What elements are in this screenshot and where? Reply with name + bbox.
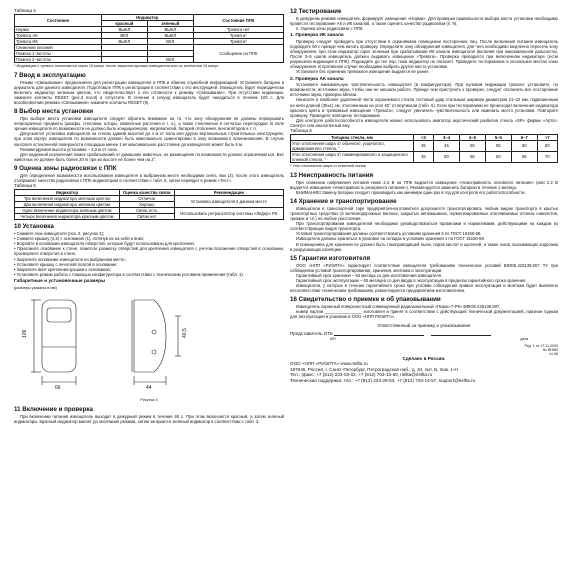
section-8-text-3: Рекомендуемая высота установки – 2,3 м от пола.	[20, 146, 118, 152]
signature-captions	[290, 337, 558, 341]
date-label: дата	[520, 336, 528, 341]
section-10-line: • Закрепите винт крепления крышки к основанию;	[14, 266, 111, 272]
table6-note: * Угол отклонения шара от отвесной линии	[290, 163, 366, 168]
right-column	[290, 8, 558, 384]
stamp-label: МП	[330, 336, 336, 341]
section-14-text-1: Извещатели в транспортной таре предприятия-изготовителя допускается транспортировать любым видом транспорта в крытых транспортных средствах (в железнодорожных вагонах, закрытых автомашинах, герметизированных отапливаемых отсеках самолетов, трюмах и т.п.) на любые расстояния.	[290, 205, 558, 222]
made-in: Сделано в России.	[402, 355, 446, 361]
table4-caption: Таблица 4	[14, 8, 36, 13]
section-16-text-1: Извещатель охранный поверхностный совмещенный радиоканальный «Пирон-7-РК» БФЮК.425138.007,	[296, 304, 501, 310]
table-row: Помеха 2 частоты ВКЛ	[15, 57, 284, 63]
table-row: Два включения индикатора зеленым цветом Хорошо	[15, 202, 284, 208]
section-10-line: • Вскройте в основании извещателя отверстия, которые будут использованы для крепления;	[14, 241, 195, 247]
table6-caption: Таблица 6	[290, 127, 312, 133]
dim-depth: 44	[146, 385, 152, 392]
section-16-text-2: номер партии ________________ изготовлен и принят в соответствии с действующей технической документацией, признан годным для эксплуатации и упакован в ООО «НПП РИЭЛТА».	[290, 309, 558, 320]
section-9-text: Для определения возможности использования извещателя в выбранном месте необходимо снять люк (2), после этого извещатель отображает качество радиосвязи с ППК индикатором в соответствии с табл. 5, затем перейдет в режим «Тест».	[14, 172, 284, 183]
section-10-line: • Приложите основание к стене, пометьте разметку отверстий для крепления извещателя с учетом положения отверстий в основании, просверлите отверстия в стене;	[14, 246, 284, 257]
section-8-text-2: Допускается установка извещателя на стенах зданий высотой до 4 м от пола или других вертикальных строительных конструкциях, при этом корпус извещателя по возможности должен быть максимально ориентирован в зону возможного проникновения. В случае контроля остекленной поверхности площадью менее 1 м² максимальное расстояние до извещателя может быть 6 м.	[14, 131, 284, 147]
dim-hole-spacing: 40,5	[182, 328, 188, 339]
dim-width: 66	[55, 385, 61, 392]
dim-height: 109	[22, 329, 28, 339]
table4-note: * Индикация о тревоге отключается через 15 минут после закрытия крышки извещателя или по истечении 15 минут.	[14, 64, 220, 68]
section-16-title: 16 Свидетельство о приемке и об упаковывании	[290, 296, 441, 304]
section-15-text-3: Гарантийный срок эксплуатации – 60 месяцев со дня ввода в эксплуатацию в пределах гарантийного срока хранения.	[296, 277, 527, 283]
company-name: ООО «НПП «РИЭЛТА» www.riellta.ru	[290, 361, 368, 367]
table-row: Четыре включения индикатора красным цветом Связи нет	[15, 214, 284, 220]
section-13-title: 13 Неисправность питания	[290, 171, 374, 179]
table-row: Угол отклонения шара от ламинированного и защищенного пленкой стекла, ° 45 50 55 60 65 70	[291, 151, 558, 162]
section-8-title: 8 Выбор места установки	[14, 108, 94, 116]
section-15-title: 15 Гарантии изготовителя	[290, 254, 371, 262]
section-12-text-3: Проверку следует проводить при отсутствии в охраняемом помещении посторонних лиц. После включения питания извещатель подождите 60 с прежде чем начать проверку. Определите зону обнаружения извещателя, для чего необходимо медленно пересечь зону обнаружения, при этом индикатор горит зеленым при срабатывании ИК канала извещателя (включив при максимальной дальности). После 3–5 шагов извещатель должен выдавать извещение «Тревога». Проверка проводится при включенном индикаторе (если разрешена индикация в ППК). Подождите до тех пор, пока индикатор не погаснет. Проведите тестирование в нескольких местах зоны обнаружения. В противном случае необходимо выбрать другое место установки.	[290, 38, 558, 70]
table-row: Тревога АК ВКЛ ВЫКЛ Тревога*	[15, 33, 284, 39]
company-address: 197046, Россия, г. Санкт-Петербург, Петроградская наб., д. 34, лит. Б, пом. 1-Н	[290, 366, 458, 372]
section-10-line: • Установите крышку с печатной платой в основание;	[14, 261, 118, 267]
section-12-text-5: Установите минимальную чувствительность извещателя (в конфигураторе). При нулевом индикации тревоги: установите, по возможности, источники звука, чтобы они не мешали работе. Прежде чем приступить к проверке, следует отключить все посторонние источники звука, проверка вблизи.	[290, 82, 558, 98]
section-11-text: При включении питания извещатель выходит в дежурный режим в течение 60 с. При этом включается красный, а затем зеленый индикаторы. Красный индикатор мигает до окончания режима, затем загорается зеленый индикатор в соответствии с табл. 3.	[14, 413, 284, 424]
table4	[14, 14, 284, 63]
section-11-title: 11 Включение и проверка	[14, 405, 93, 413]
table5-caption: Таблица 5	[14, 183, 36, 189]
section-13-text-2: ВНИМАНИЕ! Замену батареи следует производить как минимум один раз в год для контроля его работоспособности.	[296, 189, 526, 195]
table5: Индикатор Оценка качества связи Рекомендации Три включения индикатора зеленым цветом Отлично Установка извещателя в данном месте Два включения индикатора зеленым цветом Хорошо Одно включение индикатора зеленым цветом Связь есть Использовать ретранслятор системы «Лидер» PK Четыре включения индикатора красным цветом Связи нет	[14, 189, 284, 220]
section-14-title: 14 Хранение и транспортирование	[290, 197, 397, 205]
section-14-text-2: При транспортировании извещателей необходимо руководствоваться правилами и нормативами, действующими на каждом из соответствующих видов транспорта.	[290, 221, 558, 232]
section-12-title: 12 Тестирование	[290, 8, 342, 15]
t4-head-green: зеленый	[147, 21, 193, 27]
otk-signature-line	[290, 331, 558, 336]
table-row: Помеха 1 частоты	[15, 51, 284, 57]
section-12-text-7: Для контроля работоспособности извещателя можно использовать имитатор акустический разбития стекла «SR» фирмы «Артос-Спектр» или аналогичный ему.	[290, 117, 558, 128]
section-9-title: 9 Оценка зоны радиосвязи с ППК	[14, 164, 117, 172]
t4-head-state: Состояние	[15, 15, 102, 27]
table-row: Одно включение индикатора зеленым цветом Связь есть Использовать ретранслятор системы «Лидер» PK	[15, 208, 284, 214]
section-12-text-1: В дежурном режиме извещатель формирует извещение «Норма». Для проверки правильности выбора места установки необходимо провести тестирование АК и ИК каналов, а также оценить качество радиосвязи (п. 9).	[290, 16, 558, 27]
section-8-text-1: При выборе места установки извещателя следует обратить внимание на то, что зону обнаружения не должны перекрывать непрозрачные предметы (шкафы, стеллажи, шторы, комнатные растения и т. п.), а также стеклянные и сетчатые перегородки. В поле зрения извещателя по возможности не должно быть кондиционеров, нагревателей, батарей отопления, вентиляторов и т. п.	[14, 116, 284, 132]
section-7-title: 7 Ввод в эксплуатацию	[14, 71, 86, 79]
table-row: Угол отклонения шара от обычного, узорчатого, армированного стекла, ° 45 45 50 55 60 60	[291, 140, 558, 151]
section-12-sub-ac: 2. Проверка АК канала	[290, 76, 344, 82]
section-10-line: • Установите режим работы с помощью конфигуратора в соответствии с техническим условием применения (табл. 1).	[14, 271, 244, 277]
section-15-text-1: ООО «НПП «РИЭЛТА» гарантирует соответствие извещателя требованиям технических условий БФЮК.425138.007 ТУ при соблюдении условий транспортирования, хранения, монтажа и эксплуатации.	[290, 262, 558, 273]
signature-line	[334, 331, 424, 336]
table6: Толщина стекла, мм <3 3–4 4–5 5–6 6–7 >7 Угол отклонения шара от обычного, узорчатого, армированного стекла, ° 45 45 50 55 60 60 Угол отклонения шара от ламинированного и защищенного пленкой стекла, ° 45 50 55 60 65 70	[290, 134, 558, 163]
section-12-text-4: Установите бес приемник тревожное извещение выдается не ранее.	[296, 69, 430, 75]
section-15-text-2: Гарантийный срок хранения – 63 месяца со дня изготовления извещателя.	[296, 272, 443, 278]
section-12-sub-ir: 1. Проверка ИК канала	[290, 33, 344, 39]
section-14-text-5: В помещениях для хранения не должно быть токопроводящей пыли, паров кислот и щелочей, а также газов, вызывающих коррозию и разрушающих изоляцию.	[290, 241, 558, 252]
section-15-text-4: Извещатели, у которых в течение гарантийного срока при условии соблюдения правил эксплуатации и монтажа будет выявлено несоответствие техническим требованиям, ремонтируются предприятием-изготовителем.	[290, 283, 558, 294]
section-14-text-4: Извещатели должны храниться в упаковке на складах в условиях хранения 1 по ГОСТ 15150-69.	[296, 236, 485, 242]
left-column	[14, 8, 284, 424]
figure-label: Рисунок 4	[140, 398, 158, 403]
table-row: Тревога ИК ВЫКЛ ВКЛ Тревога*	[15, 39, 284, 45]
figure-subcaption: (размеры указаны в мм)	[14, 285, 57, 290]
figure-caption: Габаритные и установочные размеры	[14, 278, 106, 284]
t4-head-red: красный	[101, 21, 147, 27]
acceptance-responsible: Ответственный за приемку и упаковывание	[377, 322, 471, 328]
section-13-text-1: При снижении напряжения питания ниже 2,4 В на ППК выдается извещение «Неисправность основного питания» (или 2,2 В выдается извещение «Неисправность резервного питания»). Рекомендуется заменить батарею в течение 1 месяца.	[290, 179, 558, 190]
table-row: Норма ВЫКЛ ВЫКЛ Тревога нет	[15, 27, 284, 33]
table-row: Снижение питания Сообщение на ППК	[15, 45, 284, 51]
table-row: Три включения индикатора зеленым цветом Отлично Установка извещателя в данном месте	[15, 196, 284, 202]
date-line	[431, 331, 491, 336]
section-14-text-3: Условия транспортирования должны соответствовать условиям хранения 5 по ГОСТ 15150-69.	[296, 231, 482, 237]
t4-head-indicator: Индикатор	[101, 15, 193, 21]
section-10-title: 10 Установка	[14, 223, 54, 231]
section-7-text: Режим «Связывание» предназначен для регистрации извещателя в ППК и обмена служебной информацией. Установите батарею в держатель для данного извещателя. Подготовьте ППК к регистрации в соответствии с его инструкцией. Извещатель будет периодически включать индикатор зеленым цветом, что свидетельствует о его готовности к режиму «Связывание». При отсутствии индикации, замкните контакты RESET (рис.3 поз.9) и отпустите. В течение 4 секунд извещатель будет находиться в течение 100 с. Для возобновления режима «Связывание» замкните контакты RESET (9).	[14, 79, 284, 105]
section-10-line: • Снимите люк извещателя (поз. 2, рисунок 3);	[14, 231, 105, 237]
section-12-text-6: Нанесите в наиболее удаленной части охраняемого стекла тестовый удар стальным шариком диаметром 21–22 мм, подвешенным на нити длиной (30±1) см, отклоненным на угол 45° от вертикали (табл. 6). Если при тестировании не происходит включения индикатора красного цвета и тревожный извещение «Тревога», следует увеличить чувствительность или изменить место установки. Повторите проверку. Проведите повторное тестирование.	[290, 97, 558, 118]
section-12-text-2: п. Оценка зоны радиосвязи с ППК.	[296, 26, 364, 32]
section-10-line: • Снимите крышку (4,5) с основания (1), потянув их на себя и вниз;	[14, 236, 145, 242]
company-support: Техническая поддержка: тел.: +7 (812) 233-29-53, +7 (812) 703-13-57, support@riellta.ru	[290, 377, 476, 383]
section-10-line: • Закрепите основание извещателя на выбранном месте;	[14, 256, 126, 262]
t4-head-ppk: Состояние ППК	[193, 15, 283, 27]
company-phone: Тел.: (факс: +7 (812) 233-03-02, +7 (812) 703-13-60, riellta@riellta.ru	[290, 372, 433, 378]
version-info: Ред. 1 от 17.11.2020 № ВНИИ v1.06	[524, 343, 558, 356]
dimension-drawing	[14, 292, 284, 392]
otk-label: Представитель ОТК	[290, 330, 333, 336]
section-8-text-4: Для надежной исключения помех срабатываний от домашних животных, их размещение по возможности должно ограничиваться. Вес животных не должен быть более 20 кг при их высоте не более чем на 2°.	[14, 151, 284, 162]
